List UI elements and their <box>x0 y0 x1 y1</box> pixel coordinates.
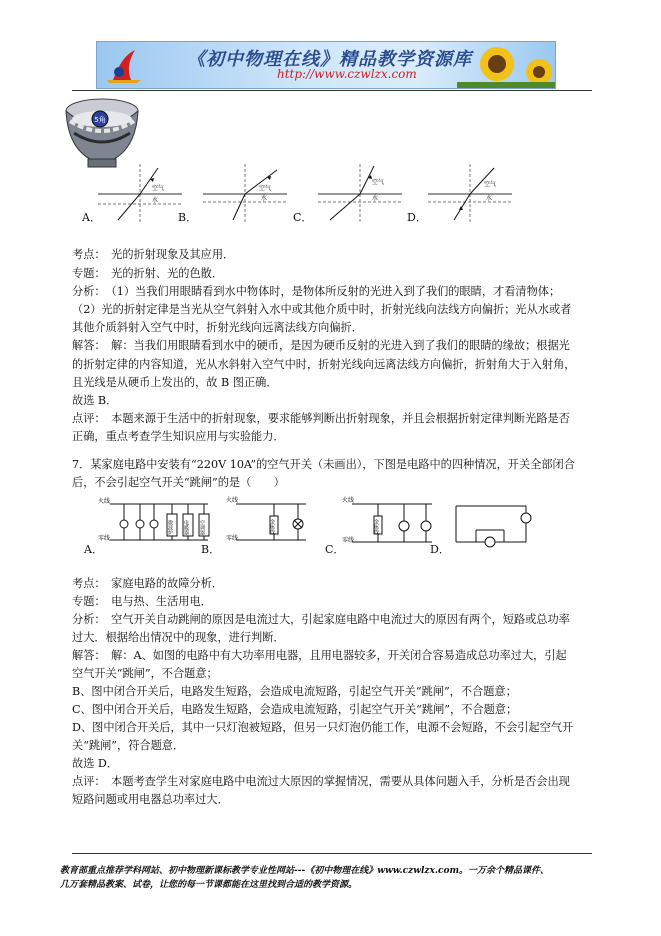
coin-label: 5角 <box>94 116 106 124</box>
q7-jieda-d: D、图中闭合开关后，其中一只灯泡被短路，但另一只灯泡仍能工作，电源不会短路，不会引起空气开 <box>72 721 574 734</box>
neutral-label: 零线 <box>98 535 111 542</box>
q7-kaodian: 考点： 家庭电路的故障分析． <box>72 577 224 590</box>
footer-line-1: 教育部重点推荐学科网站、初中物理新课标教学专业性网站---《初中物理在线》www.czwlzx.com。一万余个精品课件、 <box>60 866 550 876</box>
q6-dianping: 点评： 本题来源于生活中的折射现象，要求能够判断出折射现象，并且会根据折射定律判断光路是否 <box>72 412 570 425</box>
neutral-label: 零线 <box>226 535 239 542</box>
air-label: 空气 <box>372 179 385 186</box>
q6-zhuanti: 专题： 光的折射、光的色散． <box>72 267 224 280</box>
q6-fenxi: 分析： （1）当我们用眼睛看到水中物体时，是物体所反射的光进入到了我们的眼睛，才看清物体； <box>72 285 561 298</box>
appliance-2: 电暖器 <box>183 520 189 535</box>
sunflower-icon <box>457 42 555 88</box>
q7-dianping: 点评： 本题考查学生对家庭电路中电流过大原因的掌握情况，需要从具体问题入手，分析是否会出现 <box>72 775 570 788</box>
diagram-b <box>203 164 287 222</box>
appliance-1: 微波炉 <box>167 520 173 535</box>
water-label: 水 <box>372 195 379 202</box>
water-label: 水 <box>261 195 268 202</box>
air-label: 空气 <box>259 185 272 192</box>
q7-option-d: D． <box>430 543 450 556</box>
q7-jieda-d-2: 关“跳闸”，符合题意． <box>72 739 185 752</box>
circuit-b <box>226 496 306 542</box>
diagram-c <box>318 164 402 222</box>
live-label: 火线 <box>342 497 355 504</box>
q7-stem: 7．某家庭电路中安装有“220V 10A”的空气开关（未画出），下图是电路中的四种情况，开关全部闭合 <box>72 458 575 471</box>
metal-label: 金属线 <box>373 519 379 534</box>
circuit-c <box>342 496 432 544</box>
diagram-a <box>98 164 182 222</box>
water-label: 水 <box>152 197 159 204</box>
q6-option-a: A． <box>82 211 101 224</box>
banner-url: http://www.czwlzx.com <box>277 67 417 81</box>
q7-fenxi-2: 过大．根据给出情况中的现象，进行判断． <box>72 631 285 644</box>
q6-fenxi-2: （2）光的折射定律是当光从空气斜射入水中或其他介质中时，折射光线向法线方向偏折；光从水或者 <box>72 303 572 316</box>
q6-dianping-2: 正确，重点考查学生知识应用与实验能力． <box>72 430 285 443</box>
q6-jieda-3: 且光线是从硬币上发出的，故 B 图正确． <box>72 376 278 389</box>
circuit-a <box>98 497 209 542</box>
footer-rule <box>72 853 592 854</box>
air-label: 空气 <box>484 181 497 188</box>
q7-jieda-c: C、图中闭合开关后，电路发生短路，会造成电流短路，引起空气开关“跳闸”，不合题意； <box>72 703 518 716</box>
circuit-diagrams <box>94 492 554 554</box>
air-label: 空气 <box>152 185 165 192</box>
q6-option-c: C． <box>293 211 313 224</box>
q6-option-d: D． <box>407 211 427 224</box>
q6-jieda-2: 的折射定律的内容知道，光从水斜射入空气中时，折射光线向远离法线方向偏折，折射角大于入射角， <box>72 358 576 371</box>
diagram-d <box>428 164 512 222</box>
q6-kaodian: 考点： 光的折射现象及其应用． <box>72 248 235 261</box>
header-rule <box>72 90 592 91</box>
q7-answer: 故选 D． <box>72 757 119 770</box>
q7-option-c: C． <box>325 543 345 556</box>
q6-option-b: B． <box>178 211 198 224</box>
live-label: 火线 <box>98 498 111 505</box>
circuit-d <box>456 506 531 547</box>
neutral-label: 零线 <box>342 537 355 544</box>
q7-option-b: B． <box>201 543 221 556</box>
appliance-3: 空调器 <box>199 520 205 535</box>
q7-zhuanti: 专题： 电与热、生活用电． <box>72 595 212 608</box>
logo-icon <box>105 46 145 84</box>
q6-answer: 故选 B． <box>72 394 118 407</box>
q7-jieda: 解答： 解：A、如图的电路中有大功率用电器，且用电器较多，开关闭合容易造成总功率过大，引起 <box>72 649 567 662</box>
live-label: 火线 <box>226 497 239 504</box>
banner-title: 《初中物理在线》精品教学资源库 <box>187 49 472 70</box>
q7-fenxi: 分析： 空气开关自动跳闸的原因是电流过大，引起家庭电路中电流过大的原因有两个，短路或总功率 <box>72 613 570 626</box>
q7-jieda-2: 空气开关“跳闸”，不合题意； <box>72 667 218 680</box>
q7-dianping-2: 短路问题或用电器总功率过大． <box>72 793 229 806</box>
q6-jieda: 解答： 解：当我们用眼睛看到水中的硬币，是因为硬币反射的光进入到了我们的眼睛的缘故；根据光 <box>72 339 570 352</box>
footer-line-2: 几万套精品教案、试卷，让您的每一节课都能在这里找到合适的教学资源。 <box>60 880 358 890</box>
q7-stem-2: 后，不会引起空气开关“跳闸”的是（ ） <box>72 476 285 489</box>
water-label: 水 <box>486 195 493 202</box>
q6-fenxi-3: 其他介质斜射入空气中时，折射光线向远离法线方向偏折． <box>72 321 363 334</box>
header-banner <box>96 41 556 89</box>
q7-option-a: A． <box>84 543 103 556</box>
metal-label: 金属线 <box>269 519 275 534</box>
q7-jieda-b: B、图中闭合开关后，电路发生短路，会造成电流短路，引起空气开关“跳闸”，不合题意； <box>72 685 517 698</box>
